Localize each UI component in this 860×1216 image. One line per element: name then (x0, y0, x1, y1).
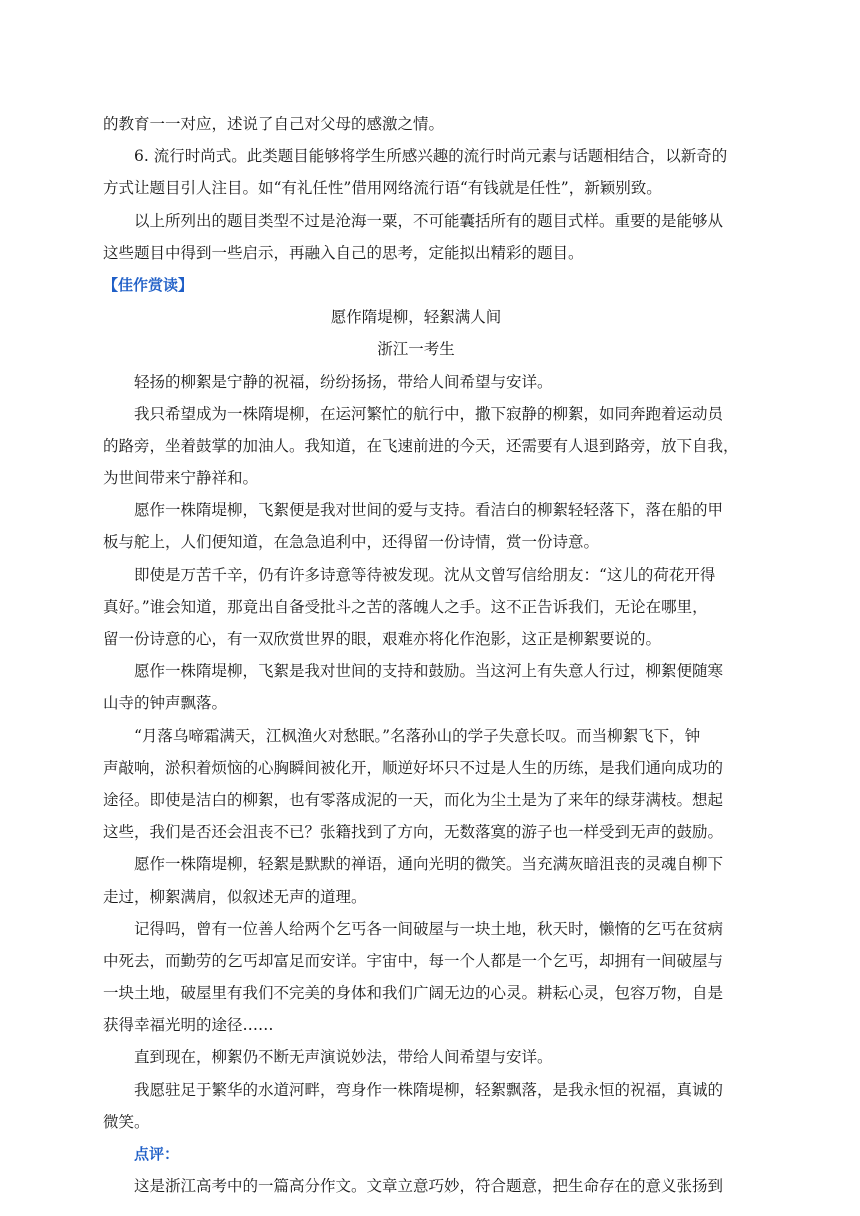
paragraph-line: 以上所列出的题目类型不过是沧海一粟，不可能囊括所有的题目式样。重要的是能够从 (134, 211, 724, 230)
paragraph-line: “月落乌啼霜满天，江枫渔火对愁眠。”名落孙山的学子失意长叹。而当柳絮飞下，钟 (134, 726, 701, 745)
essay-title: 愿作隋堤柳，轻絮满人间 (330, 308, 502, 327)
paragraph-line: 这些，我们是否还会沮丧不已？张籍找到了方向，无数落寞的游子也一样受到无声的鼓励。 (103, 823, 724, 842)
paragraph-line: 愿作一株隋堤柳，飞絮便是我对世间的爱与支持。看洁白的柳絮轻轻落下，落在船的甲 (134, 501, 724, 520)
paragraph-line: 一块土地，破屋里有我们不完美的身体和我们广阔无边的心灵。耕耘心灵，包容万物，自是 (103, 984, 724, 1003)
paragraph-line: 即使是万苦千辛，仍有许多诗意等待被发现。沈从文曾写信给朋友：“这儿的荷花开得 (134, 565, 716, 584)
paragraph-line: 板与舵上，人们便知道，在急急追利中，还得留一份诗情，赏一份诗意。 (103, 533, 600, 552)
paragraph-line: 直到现在，柳絮仍不断无声演说妙法，带给人间希望与安详。 (134, 1048, 553, 1067)
comment-heading: 点评： (134, 1145, 180, 1163)
paragraph-line: 记得吗，曾有一位善人给两个乞丐各一间破屋与一块土地，秋天时，懒惰的乞丐在贫病 (134, 919, 724, 938)
paragraph-line: 我只希望成为一株隋堤柳，在运河繁忙的航行中，撒下寂静的柳絮，如同奔跑着运动员 (134, 404, 724, 423)
paragraph-line: 微笑。 (103, 1112, 150, 1131)
section-heading: 【佳作赏读】 (103, 275, 194, 294)
paragraph-line: 的教育一一对应，述说了自己对父母的感激之情。 (103, 115, 445, 133)
paragraph-line: 我愿驻足于繁华的水道河畔，弯身作一株隋堤柳，轻絮飘落，是我永恒的祝福，真诚的 (134, 1080, 724, 1099)
paragraph-line: 留一份诗意的心，有一双欣赏世界的眼，艰难亦将化作泡影，这正是柳絮要说的。 (103, 630, 662, 648)
paragraph-line: 途径。即使是洁白的柳絮，也有零落成泥的一天，而化为尘土是为了来年的绿芽满枝。想起 (103, 790, 724, 809)
paragraph-line: 愿作一株隋堤柳，飞絮是我对世间的支持和鼓励。当这河上有失意人行过，柳絮便随寒 (134, 662, 724, 681)
paragraph-line: 这些题目中得到一些启示，再融入自己的思考，定能拟出精彩的题目。 (103, 243, 584, 262)
paragraph-line: 获得幸福光明的途径…… (103, 1016, 274, 1035)
paragraph-line: 声敲响，淤积着烦恼的心胸瞬间被化开，顺逆好坏只不过是人生的历练，是我们通向成功的 (103, 758, 724, 777)
paragraph-line: 中死去，而勤劳的乞丐却富足而安详。宇宙中，每一个人都是一个乞丐，却拥有一间破屋与 (103, 951, 724, 970)
paragraph-line: 真好。”谁会知道，那竟出自备受批斗之苦的落魄人之手。这不正告诉我们，无论在哪里， (103, 597, 708, 616)
essay-author: 浙江一考生 (377, 340, 455, 359)
paragraph-line: 愿作一株隋堤柳，轻絮是默默的禅语，通向光明的微笑。当充满灰暗沮丧的灵魂自柳下 (134, 855, 724, 874)
paragraph-line: 走过，柳絮满肩，似叙述无声的道理。 (103, 887, 367, 906)
paragraph-line: 方式让题目引人注目。如“有礼任性”借用网络流行语“有钱就是任性”，新颖别致。 (103, 179, 662, 198)
document-page (103, 108, 739, 1202)
paragraph-line: 山寺的钟声飘落。 (103, 694, 228, 713)
paragraph-line: 为世间带来宁静祥和。 (103, 469, 259, 488)
paragraph-line: 6. 流行时尚式。此类题目能够将学生所感兴趣的流行时尚元素与话题相结合，以新奇的 (134, 147, 728, 166)
paragraph-line: 这是浙江高考中的一篇高分作文。文章立意巧妙，符合题意，把生命存在的意义张扬到 (134, 1177, 724, 1196)
paragraph-line: 的路旁，坐着鼓掌的加油人。我知道，在飞速前进的今天，还需要有人退到路旁，放下自我， (103, 436, 739, 455)
paragraph-line: 轻扬的柳絮是宁静的祝福，纷纷扬扬，带给人间希望与安详。 (134, 372, 553, 391)
